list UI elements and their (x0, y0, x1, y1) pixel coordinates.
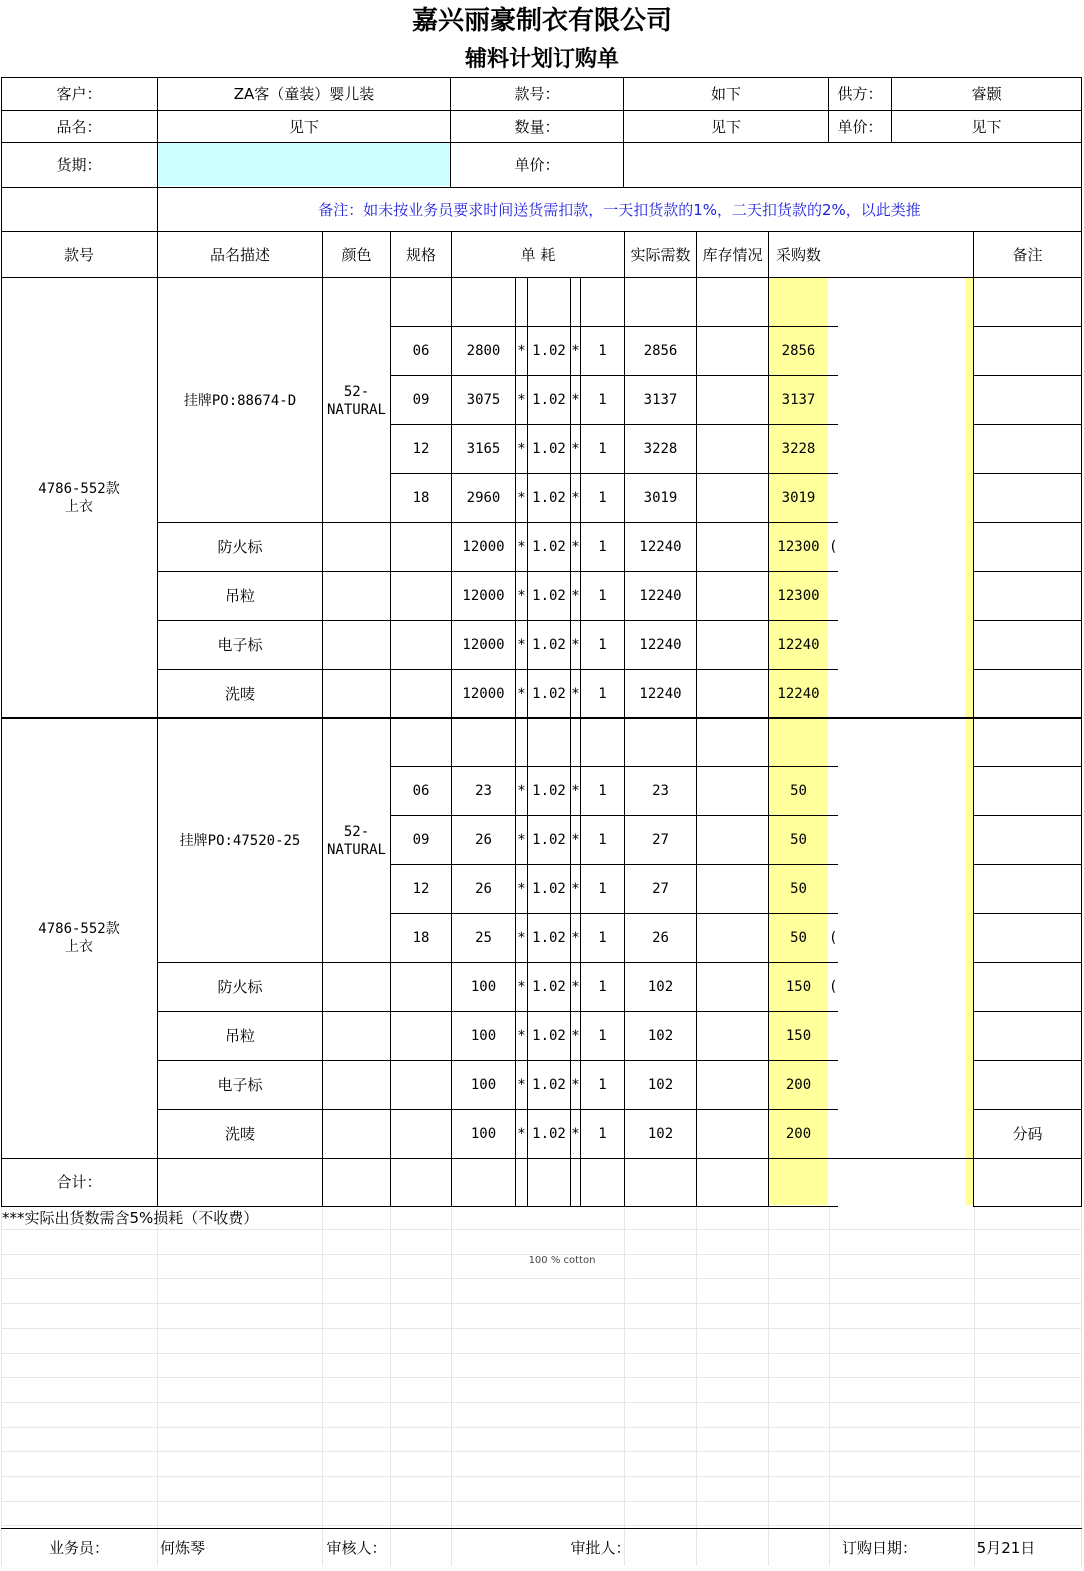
pcs-cell: 1 (598, 783, 607, 799)
qty-value: 见下 (710, 117, 741, 136)
price2-label: 单价： (514, 156, 560, 174)
h-border (973, 326, 1082, 327)
factor-cell: 1.02 (532, 930, 566, 946)
qty-cell: 2800 (466, 343, 501, 359)
col-need: 实际需数 (630, 245, 691, 264)
pcs-cell: 1 (598, 637, 607, 653)
size-cell: 09 (412, 392, 430, 408)
mult-sign: * (571, 783, 580, 799)
h-border (973, 766, 1082, 767)
purchase-cell: 3019 (781, 490, 816, 506)
cotton-note: 100 % cotton (528, 1255, 596, 1266)
need-cell: 102 (647, 979, 674, 995)
qty-label: 数量： (514, 117, 560, 136)
approver-label: 审批人： (570, 1539, 631, 1557)
loss-footnote: ***实际出货数需含5%损耗（不收费） (2, 1209, 259, 1227)
item-name: 吊粒 (224, 1027, 255, 1045)
item-name: 电子标 (217, 636, 263, 654)
purchase-cell: 200 (785, 1077, 812, 1093)
need-cell: 26 (652, 930, 669, 946)
size-cell: 09 (412, 832, 430, 848)
v-border (974, 1206, 975, 1566)
mult-sign: * (517, 783, 526, 799)
overflow-mark: ( (829, 930, 838, 946)
purchase-cell: 12240 (777, 686, 820, 702)
col-stock: 库存情况 (702, 245, 763, 264)
overflow-mark (829, 1061, 840, 1109)
qty-cell: 26 (475, 881, 492, 897)
purchase-cell: 150 (785, 979, 812, 995)
size-cell: 12 (412, 441, 430, 457)
factor-cell: 1.02 (532, 1126, 566, 1142)
delivery-value (158, 143, 450, 187)
mult-sign: * (517, 392, 526, 408)
col-size: 规格 (405, 245, 436, 264)
remark-edge-highlight (965, 278, 973, 1205)
col-color: 颜色 (341, 245, 372, 264)
overflow-mark (829, 1110, 840, 1158)
mult-sign: * (571, 588, 580, 604)
pcs-cell: 1 (598, 441, 607, 457)
h-border (1, 1427, 1082, 1428)
color-line2: NATURAL (326, 401, 386, 418)
overflow-mark: ( (829, 539, 838, 555)
size-cell: 18 (412, 490, 430, 506)
qty-cell: 3075 (466, 392, 501, 408)
qty-cell: 3165 (466, 441, 501, 457)
need-cell: 23 (652, 783, 669, 799)
h-border (973, 913, 1082, 914)
h-border (1, 1328, 1082, 1329)
style-line2: 上衣 (65, 499, 93, 515)
pcs-cell: 1 (598, 881, 607, 897)
v-border (768, 1206, 769, 1566)
purchase-cell: 50 (790, 930, 807, 946)
factor-cell: 1.02 (532, 979, 566, 995)
purchase-cell: 200 (785, 1126, 812, 1142)
supplier-value: 睿颢 (971, 85, 1002, 103)
purchase-cell: 12240 (777, 637, 820, 653)
need-cell: 27 (652, 832, 669, 848)
remark-note: 备注：如未按业务员要求时间送货需扣款，一天扣货款的1%，二天扣货款的2%，以此类推 (318, 200, 921, 219)
mult-sign: * (517, 979, 526, 995)
style-no-value: 如下 (710, 85, 741, 103)
v-border (829, 1206, 830, 1566)
qty-cell: 12000 (462, 686, 505, 702)
customer-label: 客户： (56, 85, 102, 103)
h-border (1, 1528, 1082, 1529)
item-name: 洗唛 (224, 1125, 255, 1143)
pcs-cell: 1 (598, 588, 607, 604)
h-border (1, 1501, 1082, 1502)
mult-sign: * (571, 1028, 580, 1044)
pcs-cell: 1 (598, 1028, 607, 1044)
mult-sign: * (571, 979, 580, 995)
need-cell: 3137 (643, 392, 678, 408)
purchase-cell: 12300 (777, 588, 820, 604)
factor-cell: 1.02 (532, 1028, 566, 1044)
date-label: 订购日期： (841, 1539, 917, 1557)
h-border (1, 1278, 1082, 1279)
qty-cell: 100 (470, 1028, 497, 1044)
mult-sign: * (571, 637, 580, 653)
col-desc: 品名描述 (209, 245, 270, 264)
color-cell (323, 718, 390, 963)
col-usage: 单 耗 (520, 245, 556, 264)
qty-cell: 12000 (462, 637, 505, 653)
qty-cell: 100 (470, 1126, 497, 1142)
mult-sign: * (517, 441, 526, 457)
mult-sign: * (517, 832, 526, 848)
purchase-cell: 12300 (777, 539, 820, 555)
salesman-value: 何炼琴 (160, 1539, 206, 1557)
purchase-cell: 150 (785, 1028, 812, 1044)
remark-cell (974, 1012, 1081, 1060)
size-cell: 12 (412, 881, 430, 897)
price2-value (624, 143, 1081, 187)
h-border (973, 815, 1082, 816)
factor-cell: 1.02 (532, 441, 566, 457)
size-cell: 06 (412, 343, 430, 359)
h-border (973, 375, 1082, 376)
pcs-cell: 1 (598, 490, 607, 506)
remark-cell (974, 670, 1081, 718)
remark-cell (974, 621, 1081, 669)
h-border (1, 1377, 1082, 1378)
size-cell: 18 (412, 930, 430, 946)
mult-sign: * (571, 343, 580, 359)
factor-cell: 1.02 (532, 686, 566, 702)
tag-desc: 挂牌PO:88674-D (183, 392, 297, 409)
qty-cell: 26 (475, 832, 492, 848)
need-cell: 102 (647, 1126, 674, 1142)
supplier-label: 供方： (837, 85, 883, 103)
remark-cell (974, 1061, 1081, 1109)
style-cell (1, 718, 157, 1158)
style-no-label: 款号： (514, 85, 560, 103)
need-cell: 2856 (643, 343, 678, 359)
color-line2: NATURAL (326, 841, 386, 858)
need-cell: 3228 (643, 441, 678, 457)
remark-cell (974, 963, 1081, 1011)
mult-sign: * (517, 588, 526, 604)
mult-sign: * (571, 881, 580, 897)
factor-cell: 1.02 (532, 637, 566, 653)
pcs-cell: 1 (598, 1126, 607, 1142)
need-cell: 102 (647, 1077, 674, 1093)
mult-sign: * (517, 539, 526, 555)
v-border (322, 1206, 323, 1566)
h-border (1, 1303, 1082, 1304)
v-border (451, 1206, 452, 1566)
qty-cell: 2960 (466, 490, 501, 506)
col-remark: 备注 (1012, 245, 1043, 264)
pcs-cell: 1 (598, 1077, 607, 1093)
qty-cell: 23 (475, 783, 492, 799)
color-cell (323, 278, 390, 523)
mult-sign: * (517, 881, 526, 897)
purchase-cell: 3137 (781, 392, 816, 408)
item-name: 电子标 (217, 1076, 263, 1094)
item-name: 洗唛 (224, 685, 255, 703)
qty-cell: 12000 (462, 539, 505, 555)
reviewer-value (391, 1530, 560, 1566)
remark-cell: 分码 (1012, 1125, 1043, 1143)
mult-sign: * (571, 1077, 580, 1093)
factor-cell: 1.02 (532, 783, 566, 799)
purchase-cell: 50 (790, 881, 807, 897)
style-line2: 上衣 (65, 939, 93, 955)
pcs-cell: 1 (598, 343, 607, 359)
pcs-cell: 1 (598, 686, 607, 702)
remark-cell (974, 572, 1081, 620)
mult-sign: * (571, 832, 580, 848)
form-title: 辅料计划订购单 (464, 46, 619, 72)
purchase-cell: 2856 (781, 343, 816, 359)
mult-sign: * (571, 930, 580, 946)
unit-price-label: 单价： (837, 117, 883, 136)
v-border (696, 1206, 697, 1566)
v-border (1081, 1206, 1082, 1566)
purchase-cell: 50 (790, 832, 807, 848)
col-style: 款号 (63, 245, 94, 264)
remark-cell (974, 523, 1081, 571)
factor-cell: 1.02 (532, 539, 566, 555)
need-cell: 12240 (639, 637, 682, 653)
h-border (973, 424, 1082, 425)
h-border (1, 1402, 1082, 1403)
factor-cell: 1.02 (532, 588, 566, 604)
customer-value: ZA客（童装）婴儿装 (233, 85, 375, 103)
v-border (1, 1206, 2, 1566)
factor-cell: 1.02 (532, 490, 566, 506)
pcs-cell: 1 (598, 979, 607, 995)
overflow-mark (829, 572, 840, 620)
salesman-label: 业务员： (48, 1539, 109, 1557)
tag-desc: 挂牌PO:47520-25 (179, 832, 301, 849)
approver-value (641, 1530, 828, 1566)
need-cell: 102 (647, 1028, 674, 1044)
mult-sign: * (517, 343, 526, 359)
h-border (1, 1476, 1082, 1477)
mult-sign: * (571, 392, 580, 408)
overflow-mark: ( (829, 979, 838, 995)
qty-cell: 100 (470, 979, 497, 995)
v-border (390, 1206, 391, 1566)
style-cell (1, 278, 157, 718)
mult-sign: * (517, 1028, 526, 1044)
item-name: 吊粒 (224, 587, 255, 605)
style-line1: 4786-552款 (38, 921, 120, 937)
mult-sign: * (571, 441, 580, 457)
need-cell: 27 (652, 881, 669, 897)
h-border (1, 1451, 1082, 1452)
pcs-cell: 1 (598, 832, 607, 848)
product-label: 品名： (56, 117, 102, 136)
mult-sign: * (571, 490, 580, 506)
size-cell: 06 (412, 783, 430, 799)
h-border (1, 1158, 1082, 1159)
pcs-cell: 1 (598, 930, 607, 946)
h-border (973, 1206, 1082, 1207)
v-border (624, 1206, 625, 1566)
mult-sign: * (517, 1126, 526, 1142)
mult-sign: * (517, 686, 526, 702)
need-cell: 12240 (639, 686, 682, 702)
reviewer-label: 审核人： (326, 1539, 387, 1557)
v-border (157, 1206, 158, 1566)
item-name: 防火标 (217, 978, 263, 996)
mult-sign: * (571, 1126, 580, 1142)
overflow-mark (829, 1012, 840, 1060)
product-value: 见下 (288, 117, 319, 136)
mult-sign: * (517, 490, 526, 506)
qty-cell: 12000 (462, 588, 505, 604)
purchase-cell: 50 (790, 783, 807, 799)
pcs-cell: 1 (598, 539, 607, 555)
mult-sign: * (517, 1077, 526, 1093)
purchase-cell: 3228 (781, 441, 816, 457)
qty-cell: 25 (475, 930, 492, 946)
mult-sign: * (517, 930, 526, 946)
item-name: 防火标 (217, 538, 263, 556)
factor-cell: 1.02 (532, 392, 566, 408)
h-border (1, 1525, 1082, 1526)
factor-cell: 1.02 (532, 343, 566, 359)
mult-sign: * (517, 637, 526, 653)
factor-cell: 1.02 (532, 832, 566, 848)
date-value: 5月21日 (976, 1539, 1036, 1557)
need-cell: 3019 (643, 490, 678, 506)
total-label: 合计： (56, 1173, 102, 1191)
style-line1: 4786-552款 (38, 481, 120, 497)
pcs-cell: 1 (598, 392, 607, 408)
company-name: 嘉兴丽豪制衣有限公司 (411, 6, 672, 36)
h-border (1, 1353, 1082, 1354)
delivery-label: 货期： (56, 156, 102, 174)
qty-cell: 100 (470, 1077, 497, 1093)
factor-cell: 1.02 (532, 881, 566, 897)
need-cell: 12240 (639, 539, 682, 555)
h-border (1, 1229, 1082, 1230)
overflow-mark (829, 670, 840, 718)
factor-cell: 1.02 (532, 1077, 566, 1093)
color-line1: 52- (343, 823, 370, 840)
h-border (973, 473, 1082, 474)
mult-sign: * (571, 539, 580, 555)
col-purchase: 采购数 (775, 245, 821, 264)
v-border (1081, 77, 1082, 1207)
unit-price-value: 见下 (971, 117, 1002, 136)
need-cell: 12240 (639, 588, 682, 604)
h-border (973, 864, 1082, 865)
color-line1: 52- (343, 383, 370, 400)
mult-sign: * (571, 686, 580, 702)
overflow-mark (829, 621, 840, 669)
